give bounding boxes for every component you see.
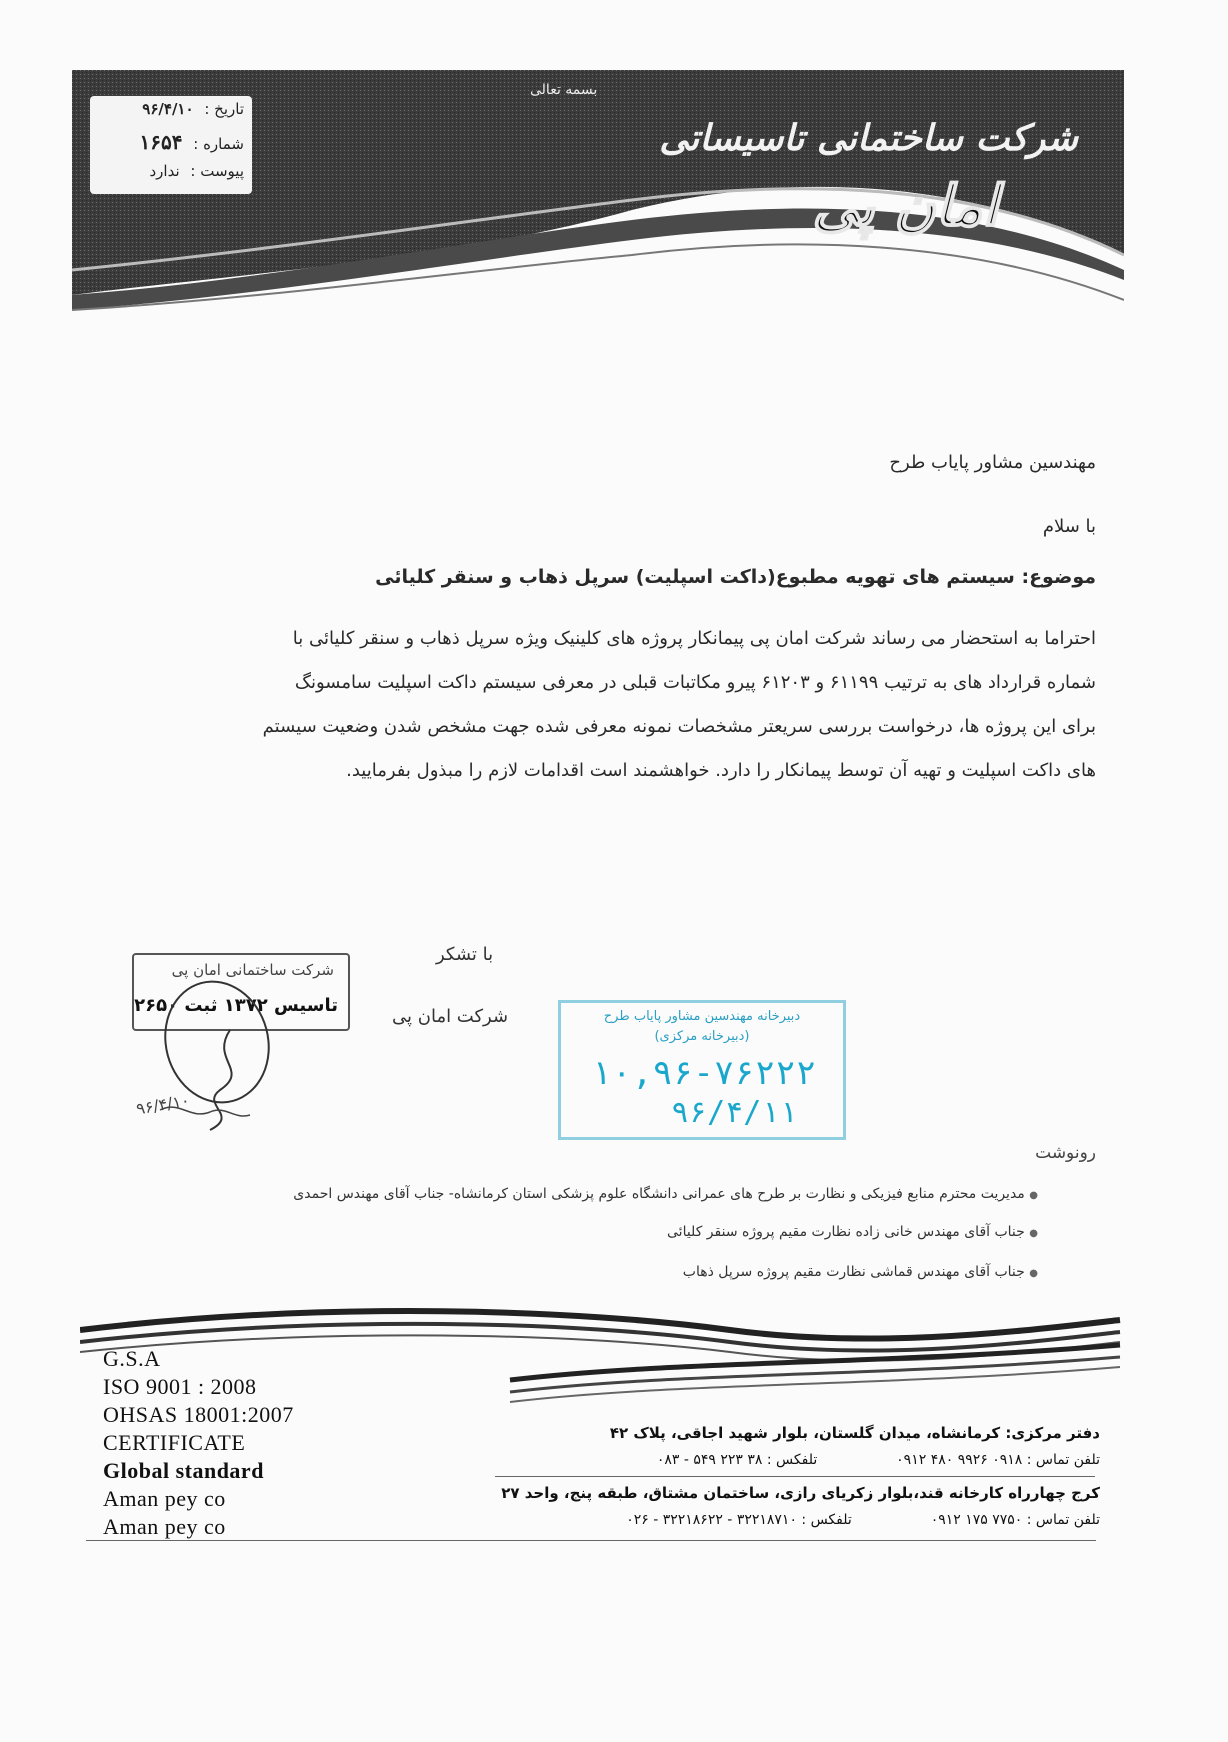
- fax-2: تلفکس : ۳۲۲۱۸۷۱۰ - ۳۲۲۱۸۶۲۲ - ۰۲۶: [626, 1512, 852, 1528]
- handwritten-signature: [140, 1020, 280, 1140]
- bismillah: بسمه تعالی: [530, 82, 598, 98]
- date-value: ۹۶/۴/۱۰: [142, 100, 194, 118]
- cc-item-1-text: مدیریت محترم منابع فیزیکی و نظارت بر طرح های عمرانی دانشگاه علوم پزشکی استان کرمانشاه- جناب آقای مهندس احمدی: [293, 1186, 1025, 1202]
- body-line-4: های داکت اسپلیت و تهیه آن توسط پیمانکار را دارد. خواهشمند است اقدامات لازم را مبذول بفرمایید.: [346, 760, 1096, 781]
- subject-line: موضوع: سیستم های تهویه مطبوع(داکت اسپلیت) سرپل ذهاب و سنقر کلیائی: [375, 566, 1096, 588]
- bullet-icon: ●: [1029, 1228, 1038, 1239]
- cc-item-1: [293, 1186, 1038, 1202]
- cert-ohsas: OHSAS 18001:2007: [103, 1402, 294, 1427]
- attachment-label: پیوست :: [190, 162, 244, 180]
- footer-waves: [80, 1290, 1130, 1420]
- date-row: [142, 100, 244, 118]
- body-line-2: شماره قرارداد های به ترتیب ۶۱۱۹۹ و ۶۱۲۰۳ پیرو مکاتبات قبلی در معرفی سیستم داکت اسپلیت سامسونگ: [294, 672, 1096, 693]
- address-karaj: کرج چهارراه کارخانه قند،بلوار زکریای رازی، ساختمان مشتاق، طبقه پنج، واحد ۲۷: [501, 1484, 1100, 1502]
- received-number: ۱۰,۹۶-۷۶۲۲۲: [591, 1053, 817, 1093]
- body-line-3: برای این پروژه ها، درخواست بررسی سریعتر مشخصات نمونه معرفی شده جهت مشخص شدن وضعیت سیستم: [262, 716, 1096, 737]
- company-stamp-registration: تاسیس ۱۳۷۲ ثبت ۲۶۵۰: [134, 995, 338, 1016]
- cc-item-2: [667, 1224, 1038, 1240]
- phone-1: تلفن تماس : ۰۹۱۸ ۹۹۲۶ ۴۸۰ ۰۹۱۲: [896, 1452, 1100, 1468]
- signatory: شرکت امان پی: [392, 1006, 509, 1027]
- closing: با تشکر: [436, 944, 494, 965]
- company-name-en-1: Aman pey co: [103, 1486, 226, 1511]
- contact-line-1: [657, 1452, 1100, 1468]
- company-name-en-2: Aman pey co: [103, 1514, 226, 1539]
- company-name-line1: شرکت ساختمانی تاسیساتی: [659, 118, 1078, 159]
- company-stamp-name: شرکت ساختمانی امان پی: [171, 961, 334, 979]
- received-stamp: [558, 1000, 846, 1140]
- cc-item-3: [683, 1264, 1038, 1280]
- attachment-value: ندارد: [149, 162, 180, 180]
- received-date: ۹۶/۴/۱۱: [671, 1095, 798, 1130]
- recipient: مهندسین مشاور پایاب طرح: [889, 452, 1096, 473]
- received-stamp-line1: دبیرخانه مهندسین مشاور پایاب طرح: [603, 1009, 801, 1024]
- number-row: [140, 130, 245, 154]
- cert-global: Global standard: [103, 1458, 264, 1483]
- cc-item-3-text: جناب آقای مهندس قماشی نظارت مقیم پروژه سرپل ذهاب: [682, 1264, 1025, 1280]
- date-label: تاریخ :: [204, 100, 244, 118]
- handwritten-date: ۹۶/۴/۱۰: [134, 1090, 191, 1119]
- bullet-icon: ●: [1029, 1268, 1038, 1279]
- greeting: با سلام: [1042, 516, 1096, 537]
- contact-line-2: [626, 1512, 1100, 1528]
- phone-2: تلفن تماس : ۷۷۵۰ ۱۷۵ ۰۹۱۲: [930, 1512, 1100, 1528]
- cc-item-2-text: جناب آقای مهندس خانی زاده نظارت مقیم پروژه سنقر کلیائی: [667, 1224, 1025, 1240]
- letter-meta-box: [90, 96, 252, 194]
- divider: [495, 1476, 1095, 1477]
- number-label: شماره :: [193, 135, 244, 153]
- attachment-row: [150, 162, 245, 180]
- cert-certificate: CERTIFICATE: [103, 1430, 246, 1455]
- address-central-office: دفتر مرکزی: کرمانشاه، میدان گلستان، بلوار شهید اجاقی، پلاک ۴۲: [609, 1424, 1100, 1442]
- number-value: ۱۶۵۴: [139, 130, 183, 154]
- cert-gsa: G.S.A: [103, 1346, 161, 1371]
- company-name-line2: امان پی: [812, 174, 998, 239]
- received-stamp-line2: (دبیرخانه مرکزی): [654, 1029, 750, 1044]
- body-line-1: احتراما به استحضار می رساند شرکت امان پی پیمانکار پروژه های کلینیک ویژه سرپل ذهاب و سنقر کلیائی با: [292, 628, 1096, 649]
- cc-title: رونوشت: [1035, 1143, 1096, 1163]
- bullet-icon: ●: [1029, 1190, 1038, 1201]
- cert-iso: ISO 9001 : 2008: [103, 1374, 257, 1399]
- footer-bottom-rule: [86, 1540, 1096, 1541]
- fax-1: تلفکس : ۳۸ ۲۲۳ ۵۴۹ - ۰۸۳: [656, 1452, 818, 1468]
